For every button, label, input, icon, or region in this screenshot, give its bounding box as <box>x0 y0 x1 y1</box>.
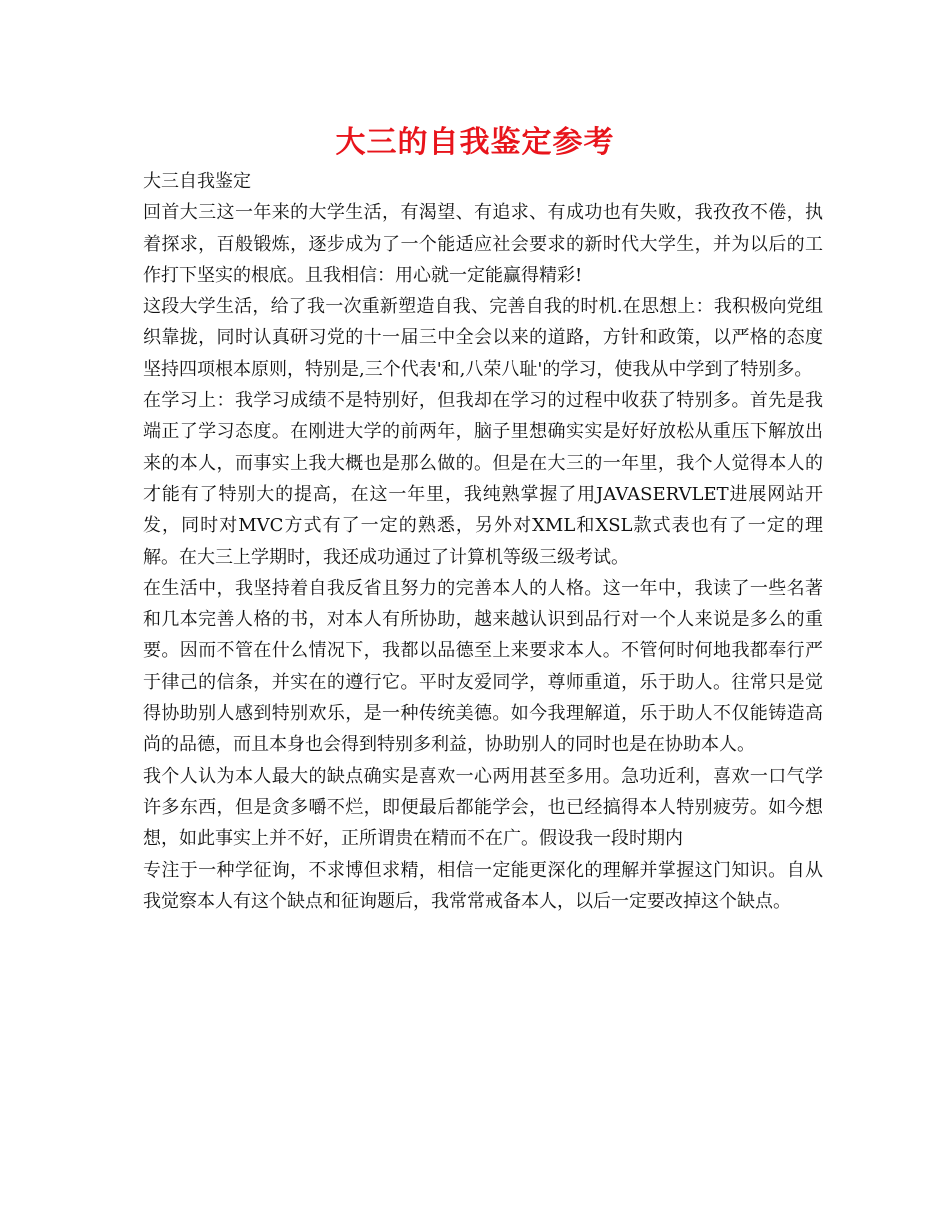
document-body <box>143 166 823 917</box>
paragraph: 这段大学生活，给了我一次重新塑造自我、完善自我的时机.在思想上：我积极向党组织靠拢，同时认真研习党的十一届三中全会以来的道路，方针和政策，以严格的态度坚持四项根本原则，特别是,三个代表'和,八荣八耻'的学习，使我从中学到了特别多。 <box>143 296 823 380</box>
paragraph: 回首大三这一年来的大学生活，有渴望、有追求、有成功也有失败，我孜孜不倦，执着探求，百般锻炼，逐步成为了一个能适应社会要求的新时代大学生，并为以后的工作打下坚实的根底。且我相信：用心就一定能赢得精彩! <box>143 202 823 286</box>
paragraph: 我个人认为本人最大的缺点确实是喜欢一心两用甚至多用。急功近利，喜欢一口气学许多东西，但是贪多嚼不烂，即便最后都能学会，也已经搞得本人特别疲劳。如今想想，如此事实上并不好，正所谓贵在精而不在广。假设我一段时期内 <box>143 765 823 850</box>
paragraph: 专注于一种学征询，不求博但求精，相信一定能更深化的理解并掌握这门知识。自从我觉察本人有这个缺点和征询题后，我常常戒备本人，以后一定要改掉这个缺点。 <box>143 859 823 912</box>
document-title: 大三的自我鉴定参考 <box>335 125 615 160</box>
paragraph: 在生活中，我坚持着自我反省且努力的完善本人的人格。这一年中，我读了一些名著和几本完善人格的书，对本人有所协助，越来越认识到品行对一个人来说是多么的重要。因而不管在什么情况下，我都以品德至上来要求本人。不管何时何地我都奉行严于律己的信条，并实在的遵行它。平时友爱同学，尊师重道，乐于助人。往常只是觉得协助别人感到特别欢乐，是一种传统美德。如今我理解道，乐于助人不仅能铸造高尚的品德，而且本身也会得到特别多利益，协助别人的同时也是在协助本人。 <box>143 577 823 756</box>
paragraph: 在学习上：我学习成绩不是特别好，但我却在学习的过程中收获了特别多。首先是我端正了学习态度。在刚进大学的前两年，脑子里想确实实是好好放松从重压下解放出来的本人，而事实上我大概也是那么做的。但是在大三的一年里，我个人觉得本人的才能有了特别大的提高，在这一年里，我纯熟掌握了用JAVASERVLET进展网站开发，同时对MVC方式有了一定的熟悉，另外对XML和XSL款式表也有了一定的理解。在大三上学期时，我还成功通过了计算机等级三级考试。 <box>143 390 823 568</box>
document-subtitle: 大三自我鉴定 <box>143 171 251 192</box>
